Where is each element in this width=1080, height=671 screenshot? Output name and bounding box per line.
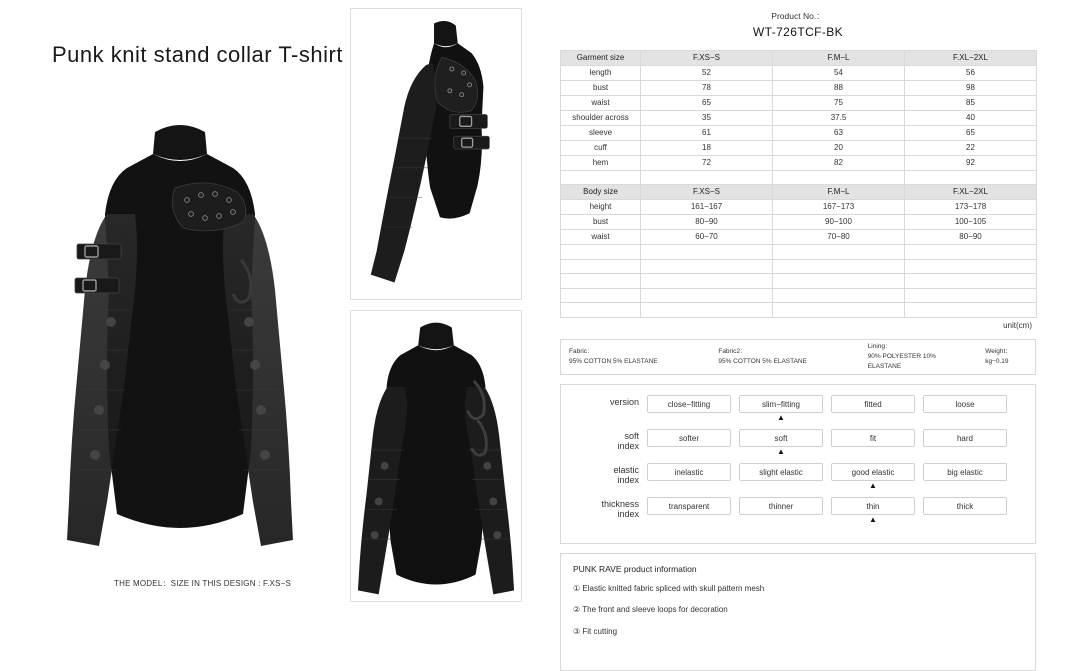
cell: 92 <box>905 155 1037 170</box>
garment-size-header-row <box>561 50 1037 65</box>
body-size-header-xl: F.XL−2XL <box>905 185 1037 200</box>
attribute-label-thickness-index <box>569 497 647 520</box>
side-view-thumbnail <box>350 8 522 300</box>
attribute-options-thickness-index <box>647 497 1027 524</box>
option-wrap <box>739 463 823 481</box>
option-wrap <box>831 429 915 447</box>
option-wrap <box>923 395 1007 413</box>
cell: 61 <box>641 125 773 140</box>
option-wrap <box>739 395 823 422</box>
row-label: waist <box>561 230 641 245</box>
garment-size-header-xl: F.XL−2XL <box>905 50 1037 65</box>
empty-row <box>561 274 1037 289</box>
attribute-label-version: version <box>609 396 639 407</box>
attribute-label-elastic-index <box>569 463 647 486</box>
table-row <box>561 110 1037 125</box>
cell: 18 <box>641 140 773 155</box>
cell: 75 <box>773 95 905 110</box>
option-wrap <box>923 497 1007 515</box>
cell: 70−80 <box>773 230 905 245</box>
fabric-1-title: Fabric： <box>569 348 594 356</box>
option-good-elastic[interactable]: good elastic <box>831 463 915 481</box>
label-line-1: soft <box>624 430 639 441</box>
option-wrap <box>739 429 823 456</box>
size-table <box>560 50 1037 318</box>
table-row <box>561 230 1037 245</box>
fabric-2-value: 95% COTTON 5% ELASTANE <box>718 357 807 365</box>
body-size-header-row <box>561 185 1037 200</box>
fabric-info-box <box>560 339 1036 375</box>
fabric-2-title: Fabric2： <box>718 348 747 356</box>
option-wrap <box>831 463 915 490</box>
cell: 40 <box>905 110 1037 125</box>
cell: 78 <box>641 80 773 95</box>
option-fitted[interactable]: fitted <box>831 395 915 413</box>
option-thick[interactable]: thick <box>923 497 1007 515</box>
weight-title: Weight： <box>985 348 1012 356</box>
spec-column <box>560 0 1036 671</box>
garment-front-illustration <box>55 110 305 560</box>
cell: 88 <box>773 80 905 95</box>
table-row <box>561 95 1037 110</box>
left-panel <box>0 0 348 608</box>
cell: 35 <box>641 110 773 125</box>
garment-size-header-ml: F.M−L <box>773 50 905 65</box>
table-row <box>561 65 1037 80</box>
attribute-row-soft-index <box>569 429 1027 459</box>
unit-label: unit(cm) <box>1003 320 1032 330</box>
cell: 100−105 <box>905 215 1037 230</box>
option-wrap <box>831 497 915 524</box>
selected-marker: ▲ <box>777 412 785 422</box>
cell: 37.5 <box>773 110 905 125</box>
attribute-box <box>560 384 1036 544</box>
thumbnail-column <box>350 8 522 602</box>
option-inelastic[interactable]: inelastic <box>647 463 731 481</box>
row-label: cuff <box>561 140 641 155</box>
option-wrap <box>647 395 731 413</box>
cell: 90−100 <box>773 215 905 230</box>
cell: 80−90 <box>641 215 773 230</box>
option-thinner[interactable]: thinner <box>739 497 823 515</box>
option-wrap <box>647 497 731 515</box>
option-wrap <box>923 429 1007 447</box>
empty-row <box>561 245 1037 260</box>
option-hard[interactable]: hard <box>923 429 1007 447</box>
option-slim-fitting[interactable]: slim−fitting <box>739 395 823 413</box>
option-transparent[interactable]: transparent <box>647 497 731 515</box>
garment-size-header-label: Garment size <box>561 50 641 65</box>
cell: 85 <box>905 95 1037 110</box>
table-row <box>561 215 1037 230</box>
body-size-header-ml: F.M−L <box>773 185 905 200</box>
garment-size-header-xs: F.XS−S <box>641 50 773 65</box>
option-wrap <box>923 463 1007 481</box>
side-view-illustration <box>351 9 521 299</box>
product-information-box <box>560 553 1036 671</box>
cell: 167−173 <box>773 200 905 215</box>
attribute-row-elastic-index <box>569 463 1027 493</box>
cell: 22 <box>905 140 1037 155</box>
fabric-1 <box>561 347 710 367</box>
product-information-item: ② The front and sleeve loops for decoration <box>573 605 728 615</box>
selected-marker: ▲ <box>869 514 877 524</box>
attribute-row-thickness-index <box>569 497 1027 527</box>
option-wrap <box>831 395 915 413</box>
spacer-row <box>561 170 1037 185</box>
fabric-1-value: 95% COTTON 5% ELASTANE <box>569 357 658 365</box>
cell: 173−178 <box>905 200 1037 215</box>
product-number <box>560 10 1036 42</box>
back-view-illustration <box>351 311 521 601</box>
empty-row <box>561 259 1037 274</box>
back-view-thumbnail <box>350 310 522 602</box>
empty-row <box>561 288 1037 303</box>
cell: 20 <box>773 140 905 155</box>
body-size-header-label: Body size <box>561 185 641 200</box>
cell: 56 <box>905 65 1037 80</box>
fabric-2 <box>710 347 859 367</box>
lining <box>860 342 978 371</box>
option-slight-elastic[interactable]: slight elastic <box>739 463 823 481</box>
label-line-1: thickness <box>601 498 639 509</box>
table-row <box>561 80 1037 95</box>
empty-row <box>561 303 1037 318</box>
product-number-label: Product No.： <box>771 11 825 21</box>
weight-value: kg−0.19 <box>985 357 1009 365</box>
row-label: sleeve <box>561 125 641 140</box>
row-label: height <box>561 200 641 215</box>
option-wrap <box>647 429 731 447</box>
option-close-fitting[interactable]: close−fitting <box>647 395 731 413</box>
weight <box>977 347 1035 367</box>
cell: 82 <box>773 155 905 170</box>
attribute-row-version <box>569 395 1027 425</box>
page-title: Punk knit stand collar T-shirt <box>52 42 343 67</box>
row-label: shoulder across <box>561 110 641 125</box>
row-label: bust <box>561 215 641 230</box>
option-thin[interactable]: thin <box>831 497 915 515</box>
table-row <box>561 155 1037 170</box>
table-row <box>561 200 1037 215</box>
cell: 54 <box>773 65 905 80</box>
cell: 161−167 <box>641 200 773 215</box>
row-label: bust <box>561 80 641 95</box>
option-soft[interactable]: soft <box>739 429 823 447</box>
lining-title: Lining： <box>867 343 892 351</box>
option-loose[interactable]: loose <box>923 395 1007 413</box>
cell: 65 <box>905 125 1037 140</box>
product-number-value: WT-726TCF-BK <box>752 25 844 40</box>
attribute-options-version <box>647 395 1027 422</box>
attribute-label-soft-index <box>569 429 647 452</box>
selected-marker: ▲ <box>777 446 785 456</box>
row-label: hem <box>561 155 641 170</box>
row-label: length <box>561 65 641 80</box>
option-softer[interactable]: softer <box>647 429 731 447</box>
selected-marker: ▲ <box>869 480 877 490</box>
cell: 80−90 <box>905 230 1037 245</box>
product-information-item: ③ Fit cutting <box>573 626 618 636</box>
label-line-2: index <box>617 441 639 452</box>
cell: 63 <box>773 125 905 140</box>
table-row <box>561 125 1037 140</box>
cell: 65 <box>641 95 773 110</box>
label-line-2: index <box>617 475 639 486</box>
cell: 98 <box>905 80 1037 95</box>
table-row <box>561 140 1037 155</box>
option-fit[interactable]: fit <box>831 429 915 447</box>
product-information-title: PUNK RAVE product information <box>573 563 697 574</box>
attribute-options-elastic-index <box>647 463 1027 490</box>
cell: 52 <box>641 65 773 80</box>
lining-value: 90% POLYESTER 10% ELASTANE <box>867 352 936 370</box>
body-size-header-xs: F.XS−S <box>641 185 773 200</box>
attribute-options-soft-index <box>647 429 1027 456</box>
label-line-1: elastic <box>613 464 639 475</box>
model-size-note: THE MODEL：SIZE IN THIS DESIGN : F.XS−S <box>114 579 292 588</box>
option-wrap <box>647 463 731 481</box>
option-wrap <box>739 497 823 515</box>
label-line-2: index <box>617 509 639 520</box>
product-information-item: ① Elastic knitted fabric spliced with skull pattern mesh <box>573 583 765 593</box>
cell: 72 <box>641 155 773 170</box>
row-label: waist <box>561 95 641 110</box>
cell: 60−70 <box>641 230 773 245</box>
option-big-elastic[interactable]: big elastic <box>923 463 1007 481</box>
